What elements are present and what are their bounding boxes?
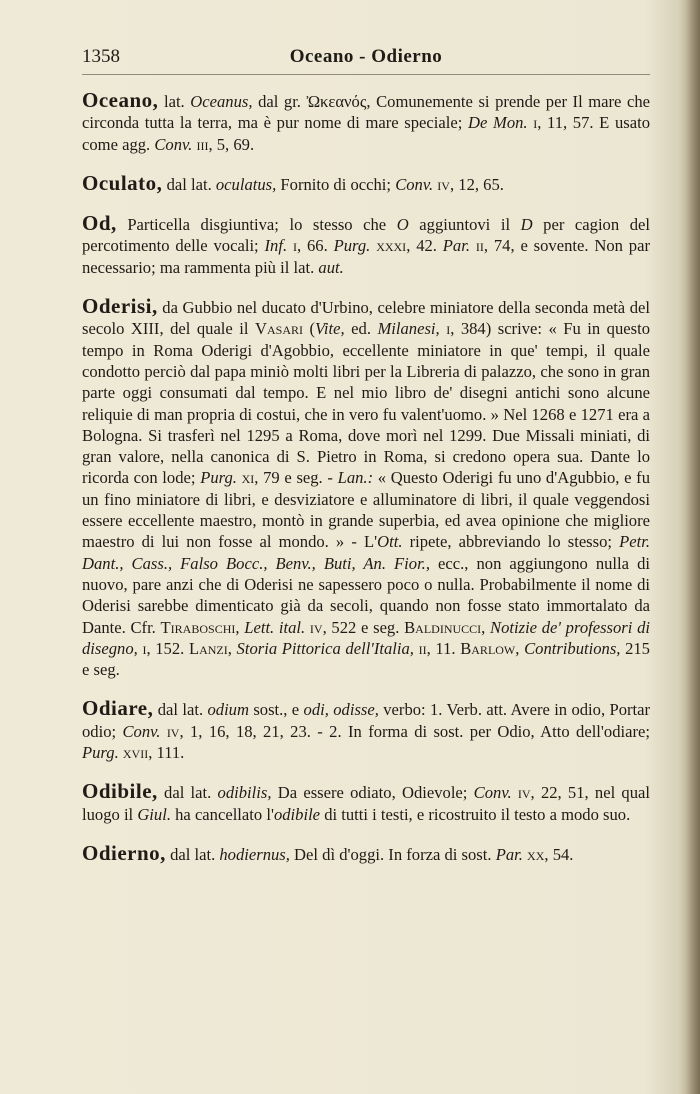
entry-text: dal lat. (153, 700, 208, 720)
entry-oderisi (82, 296, 650, 680)
entry-text: , 11. (426, 638, 461, 658)
entry-text: odibilis, (217, 783, 272, 803)
headword: Odierno, (82, 840, 166, 865)
entry-oculato (82, 170, 650, 195)
entry-text: Par. (495, 844, 523, 864)
entry-text: xvii (122, 743, 149, 763)
entry-text: hodiernus, (219, 844, 290, 864)
entry-text: Conv. (122, 721, 161, 741)
entry-text: , 74, e sovente. Non par necessario; ma rammenta più il lat. (82, 236, 650, 277)
entry-text: Vasari (255, 319, 303, 339)
entry-text: i (533, 113, 538, 133)
entry-text: Oceanus, (190, 92, 253, 111)
entry-text: , 111. (148, 743, 185, 763)
page-header (82, 46, 650, 72)
entry-text: di tutti i testi, e ricostruito il testo a modo suo. (320, 804, 631, 824)
entry-text: odium (207, 700, 249, 720)
entry-oceano (82, 90, 650, 155)
entry-text: ii (418, 638, 427, 658)
entry-text: ripete, abbreviando lo stesso; (402, 532, 620, 552)
entry-text: da Gubbio nel ducato d'Urbino, celebre miniatore della seconda metà del secolo XIII, del quale il (82, 298, 650, 339)
entry-text: , 42. (406, 236, 443, 256)
entry-text: ii (475, 236, 484, 256)
entry-odibile (82, 781, 650, 825)
running-title: Oceano - Odierno (289, 46, 443, 67)
entry-text: verbo: 1. Verb. att. Avere in odio, Portar odio; (82, 700, 651, 741)
entry-text: sost., e (248, 700, 304, 720)
entry-text: , 11, 57. E usato come agg. (82, 113, 650, 154)
entry-text: Conv. (473, 783, 512, 803)
entry-text: , 54. (544, 844, 574, 864)
entry-text: , 522 e seg. (322, 617, 405, 637)
headword: Oderisi, (82, 294, 158, 319)
entry-text: , 79 e seg. - (254, 468, 338, 488)
entry-text: Purg. (333, 236, 371, 256)
entry-text: D (520, 215, 533, 235)
entry-text: xi (241, 468, 255, 488)
entry-od (82, 213, 650, 278)
entry-text: Particella disgiuntiva; lo stesso che (116, 215, 397, 235)
headword: Od, (82, 211, 117, 236)
page-number: 1358 (82, 46, 120, 67)
entry-text: , 5, 69. (208, 134, 255, 154)
entry-text: xxxi (376, 236, 407, 256)
entry-text: dal lat. (157, 783, 218, 803)
entry-text: Notizie de' professori di disegno, (82, 617, 650, 658)
entry-text: « Questo Oderigi fu uno d'Agubbio, e fu un fino miniatore di libri, e desviziatore e alluminatore di libri, il quale veggendosi essere eccellente maestro, montò in grande superbia, ed avea opinione che migliore maestro di lui non fosse al mondo. » - L' (82, 468, 650, 552)
entry-text: per cagion del percotimento delle vocali; (82, 215, 650, 256)
entry-text: Ott. (377, 532, 403, 552)
entry-text: Milanesi, (377, 319, 440, 339)
entry-text: iv (166, 721, 180, 741)
entry-odierno (82, 840, 650, 865)
entry-text: Petr. Dant., Cass., Falso Bocc., Benv., Buti, An. Fior., (82, 532, 651, 573)
entry-text: aut. (318, 257, 344, 277)
entry-text: ecc., non aggiungono nulla di nuovo, pare anzi che di Oderisi ne sapessero poco o nulla. Probabilmente il nome di Oderisi sarebbe dimenticato già da secoli, quando non fosse stato immortalato da Dante. Cfr. (82, 553, 650, 637)
entry-text: De Mon. (468, 113, 528, 133)
entry-text: O (396, 215, 409, 235)
entry-text: Giul. (137, 804, 171, 824)
entry-text: i (142, 638, 147, 658)
entry-text: odibile (273, 804, 321, 824)
entry-text: Baldinucci, (404, 617, 486, 637)
entry-text: Purg. (200, 468, 237, 488)
entry-text: odi, odisse, (303, 700, 379, 720)
entry-text: aggiuntovi il (408, 215, 521, 235)
entry-text: Lett. ital. (244, 617, 306, 637)
entry-text: , 66. (296, 236, 334, 256)
entry-text: iv (517, 783, 531, 803)
entry-text: Vite, (315, 319, 345, 339)
entry-text: , 12, 65. (449, 174, 504, 194)
entry-text: dal lat. (162, 174, 216, 194)
entry-text: Conv. (154, 134, 193, 154)
entry-text: ( (303, 319, 316, 339)
entry-text: oculatus, (215, 174, 277, 194)
entry-text: Fornito di occhi; (276, 174, 396, 194)
entry-text: xx (527, 844, 545, 864)
entry-text: , 1, 16, 18, 21, 23. - 2. In forma di sost. per Odio, Atto dell'odiare; (179, 721, 650, 741)
entry-text: Par. (442, 236, 470, 256)
entry-odiare (82, 698, 650, 763)
entry-text: iv (309, 617, 323, 637)
headword: Oculato, (82, 170, 163, 195)
headword: Odibile, (82, 779, 158, 804)
header-rule (82, 74, 650, 75)
entry-text: Inf. (264, 236, 288, 256)
dictionary-entries (82, 90, 650, 883)
entry-text: i (446, 319, 451, 339)
entry-text: Del dì d'oggi. In forza di sost. (289, 844, 496, 864)
entry-text: iv (437, 174, 450, 194)
entry-text: ed. (344, 319, 378, 339)
headword: Oceano, (82, 88, 159, 112)
page-edge-shadow (686, 0, 700, 1094)
entry-text: Conv. (395, 174, 434, 194)
entry-text: Lanzi, (188, 638, 232, 658)
entry-text: , 22, 51, nel qual luogo il (82, 783, 651, 824)
entry-text: Tiraboschi, (160, 617, 240, 637)
entry-text: i (292, 236, 297, 256)
entry-text: 215 e seg. (82, 638, 650, 680)
entry-text: dal gr. Ὠκεανός, Comunemente si prende per Il mare che circonda tutta la terra, ma è pur nome di mare speciale; (82, 92, 650, 133)
entry-text: iii (196, 134, 209, 154)
entry-text: , 384) scrive: « Fu in questo tempo in Roma Oderigi d'Agobbio, eccellente miniatore in que' tempi, il quale condotto perciò dal papa miniò molti libri per la Libreria di palazzo, che sono in gran parte oggi consumati dal tempo. E nel mio libro de' disegni antichi sono alcune reliquie di man propria di costui, che in vero fu valent'uomo. » Nel 1268 e 1271 era a Bologna. Si trasferì nel 1295 a Roma, dove morì nel 1299. Due Missali miniati, di gran valore, nella canonica di S. Pietro in Roma, si credono opera sua. Dante lo ricorda con lode; (82, 319, 650, 488)
entry-text: Da essere odiato, Odievole; (271, 783, 474, 803)
entry-text: dal lat. (165, 844, 220, 864)
entry-text: ha cancellato l' (170, 804, 274, 824)
entry-text: Contributions, (524, 638, 621, 658)
entry-text: lat. (158, 92, 191, 111)
entry-text: Barlow, (460, 638, 520, 658)
headword: Odiare, (82, 696, 154, 721)
entry-text: Storia Pittorica dell'Italia, (236, 638, 414, 658)
entry-text: , 152. (146, 638, 189, 658)
entry-text: Purg. (82, 743, 119, 763)
entry-text: Lan.: (337, 468, 374, 488)
